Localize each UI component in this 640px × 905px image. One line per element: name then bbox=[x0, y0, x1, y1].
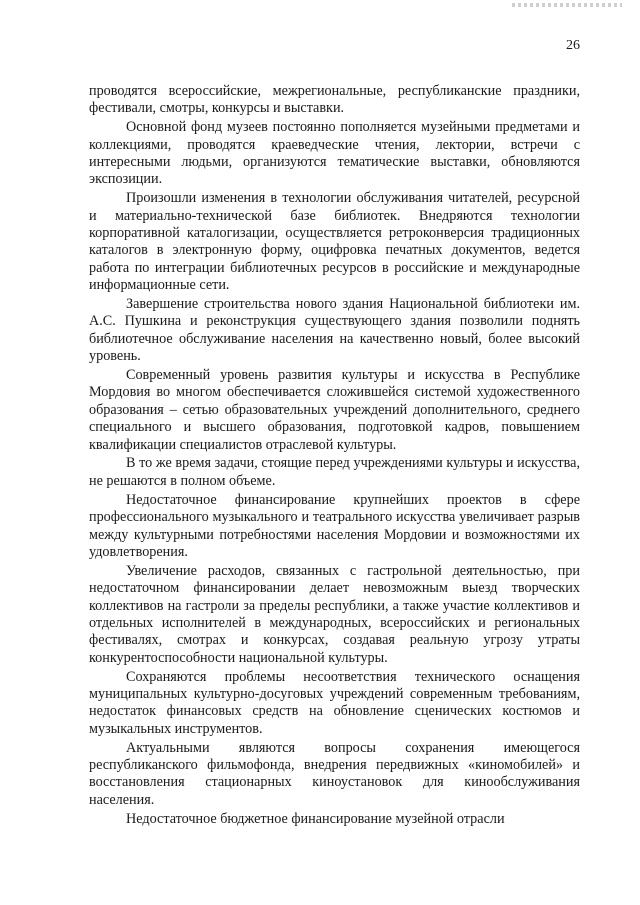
paragraph: Недостаточное бюджетное финансирование музейной отрасли bbox=[126, 810, 505, 827]
document-body bbox=[89, 83, 580, 829]
paragraph: Основной фонд музеев постоянно пополняется музейными предметами и коллекциями, проводятся краеведческие чтения, лектории, встречи с интересными людьми, организуются тематические выставки, обновляются экспозиции. bbox=[89, 119, 580, 188]
paragraph: В то же время задачи, стоящие перед учреждениями культуры и искусства, не решаются в полном объеме. bbox=[89, 455, 580, 489]
page-number: 26 bbox=[566, 38, 580, 53]
paragraph: Увеличение расходов, связанных с гастрольной деятельностью, при недостаточном финансировании делает невозможным выезд творческих коллективов на гастроли за пределы республики, а также участие коллективов и отдельных исполнителей в международных, всероссийских и региональных фестивалях, смотрах и конкурсах, создавая реальную угрозу утраты конкурентоспособности национальной культуры. bbox=[89, 562, 580, 666]
paragraph: Актуальными являются вопросы сохранения имеющегося республиканского фильмофонда, внедрения передвижных «киномобилей» и восстановления стационарных киноустановок для кинообслуживания населения. bbox=[89, 739, 580, 808]
paragraph: проводятся всероссийские, межрегиональные, республиканские праздники, фестивали, смотры, конкурсы и выставки. bbox=[89, 83, 580, 117]
paragraph: Завершение строительства нового здания Национальной библиотеки им. А.С. Пушкина и реконструкция существующего здания позволили поднять библиотечное обслуживание населения на качественно новый, более высокий уровень. bbox=[89, 296, 580, 365]
paragraph: Недостаточное финансирование крупнейших проектов в сфере профессионального музыкального и театрального искусства увеличивает разрыв между культурными потребностями населения Мордовии и возможностями их удовлетворения. bbox=[89, 491, 580, 560]
scan-artifact bbox=[512, 3, 622, 7]
paragraph: Произошли изменения в технологии обслуживания читателей, ресурсной и материально-технической базе библиотек. Внедряются технологии корпоративной каталогизации, осуществляется ретроконверсия традиционных каталогов в электронную форму, оцифровка печатных документов, ведется работа по интеграции библиотечных ресурсов в российские и международные информационные сети. bbox=[89, 190, 580, 294]
paragraph: Сохраняются проблемы несоответствия технического оснащения муниципальных культурно-досуговых учреждений современным требованиям, недостаток финансовых средств на обновление сценических костюмов и музыкальных инструментов. bbox=[89, 668, 580, 737]
paragraph: Современный уровень развития культуры и искусства в Республике Мордовия во многом обеспечивается сложившейся системой художественного образования – сетью образовательных учреждений дополнительного, среднего специального и высшего образования, подготовкой кадров, повышением квалификации специалистов отраслевой культуры. bbox=[89, 367, 580, 453]
